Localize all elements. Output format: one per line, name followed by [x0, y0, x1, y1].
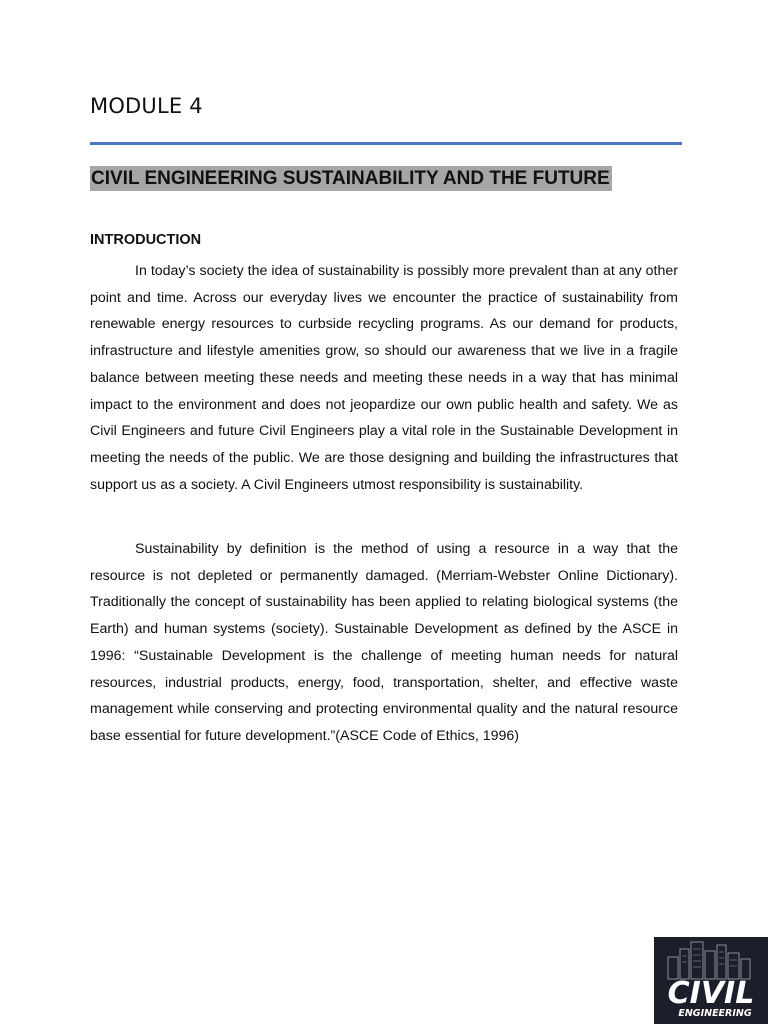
- title-divider: [90, 142, 682, 145]
- body-paragraph: Sustainability by definition is the method of using a resource in a way that the resource is not depleted or permanently damaged. (Merriam-Webster Online Dictionary). Traditionally the concept of sustainability has been applied to relating biological systems (the Earth) and human systems (society). Sustainable Development as defined by the ASCE in 1996: “Sustainable Development is the challenge of meeting human needs for natural resources, industrial products, energy, food, transportation, shelter, and effective waste management while conserving and protecting environmental quality and the natural resource base essential for future development.”(ASCE Code of Ethics, 1996): [90, 541, 678, 744]
- body-paragraph: In today’s society the idea of sustainability is possibly more prevalent than at any other point and time. Across our everyday lives we encounter the practice of sustainability from renewable energy resources to curbside recycling programs. As our demand for products, infrastructure and lifestyle amenities grow, so should our awareness that we live in a fragile balance between meeting these needs and meeting these needs in a way that has minimal impact to the environment and does not jeopardize our own public health and safety. We as Civil Engineers and future Civil Engineers play a vital role in the Sustainable Development in meeting the needs of the public. We are those designing and building the infrastructures that support us as a society. A Civil Engineers utmost responsibility is sustainability.: [90, 263, 678, 493]
- logo-graphic: [654, 937, 768, 1024]
- civil-engineering-logo: [654, 937, 768, 1024]
- module-title: MODULE 4: [90, 94, 203, 118]
- chapter-title: CIVIL ENGINEERING SUSTAINABILITY AND THE FUTURE: [91, 168, 610, 189]
- logo-text-engineering: ENGINEERING: [678, 1008, 752, 1019]
- logo-text-civil: CIVIL: [667, 976, 755, 1011]
- section-heading-introduction: INTRODUCTION: [90, 232, 202, 248]
